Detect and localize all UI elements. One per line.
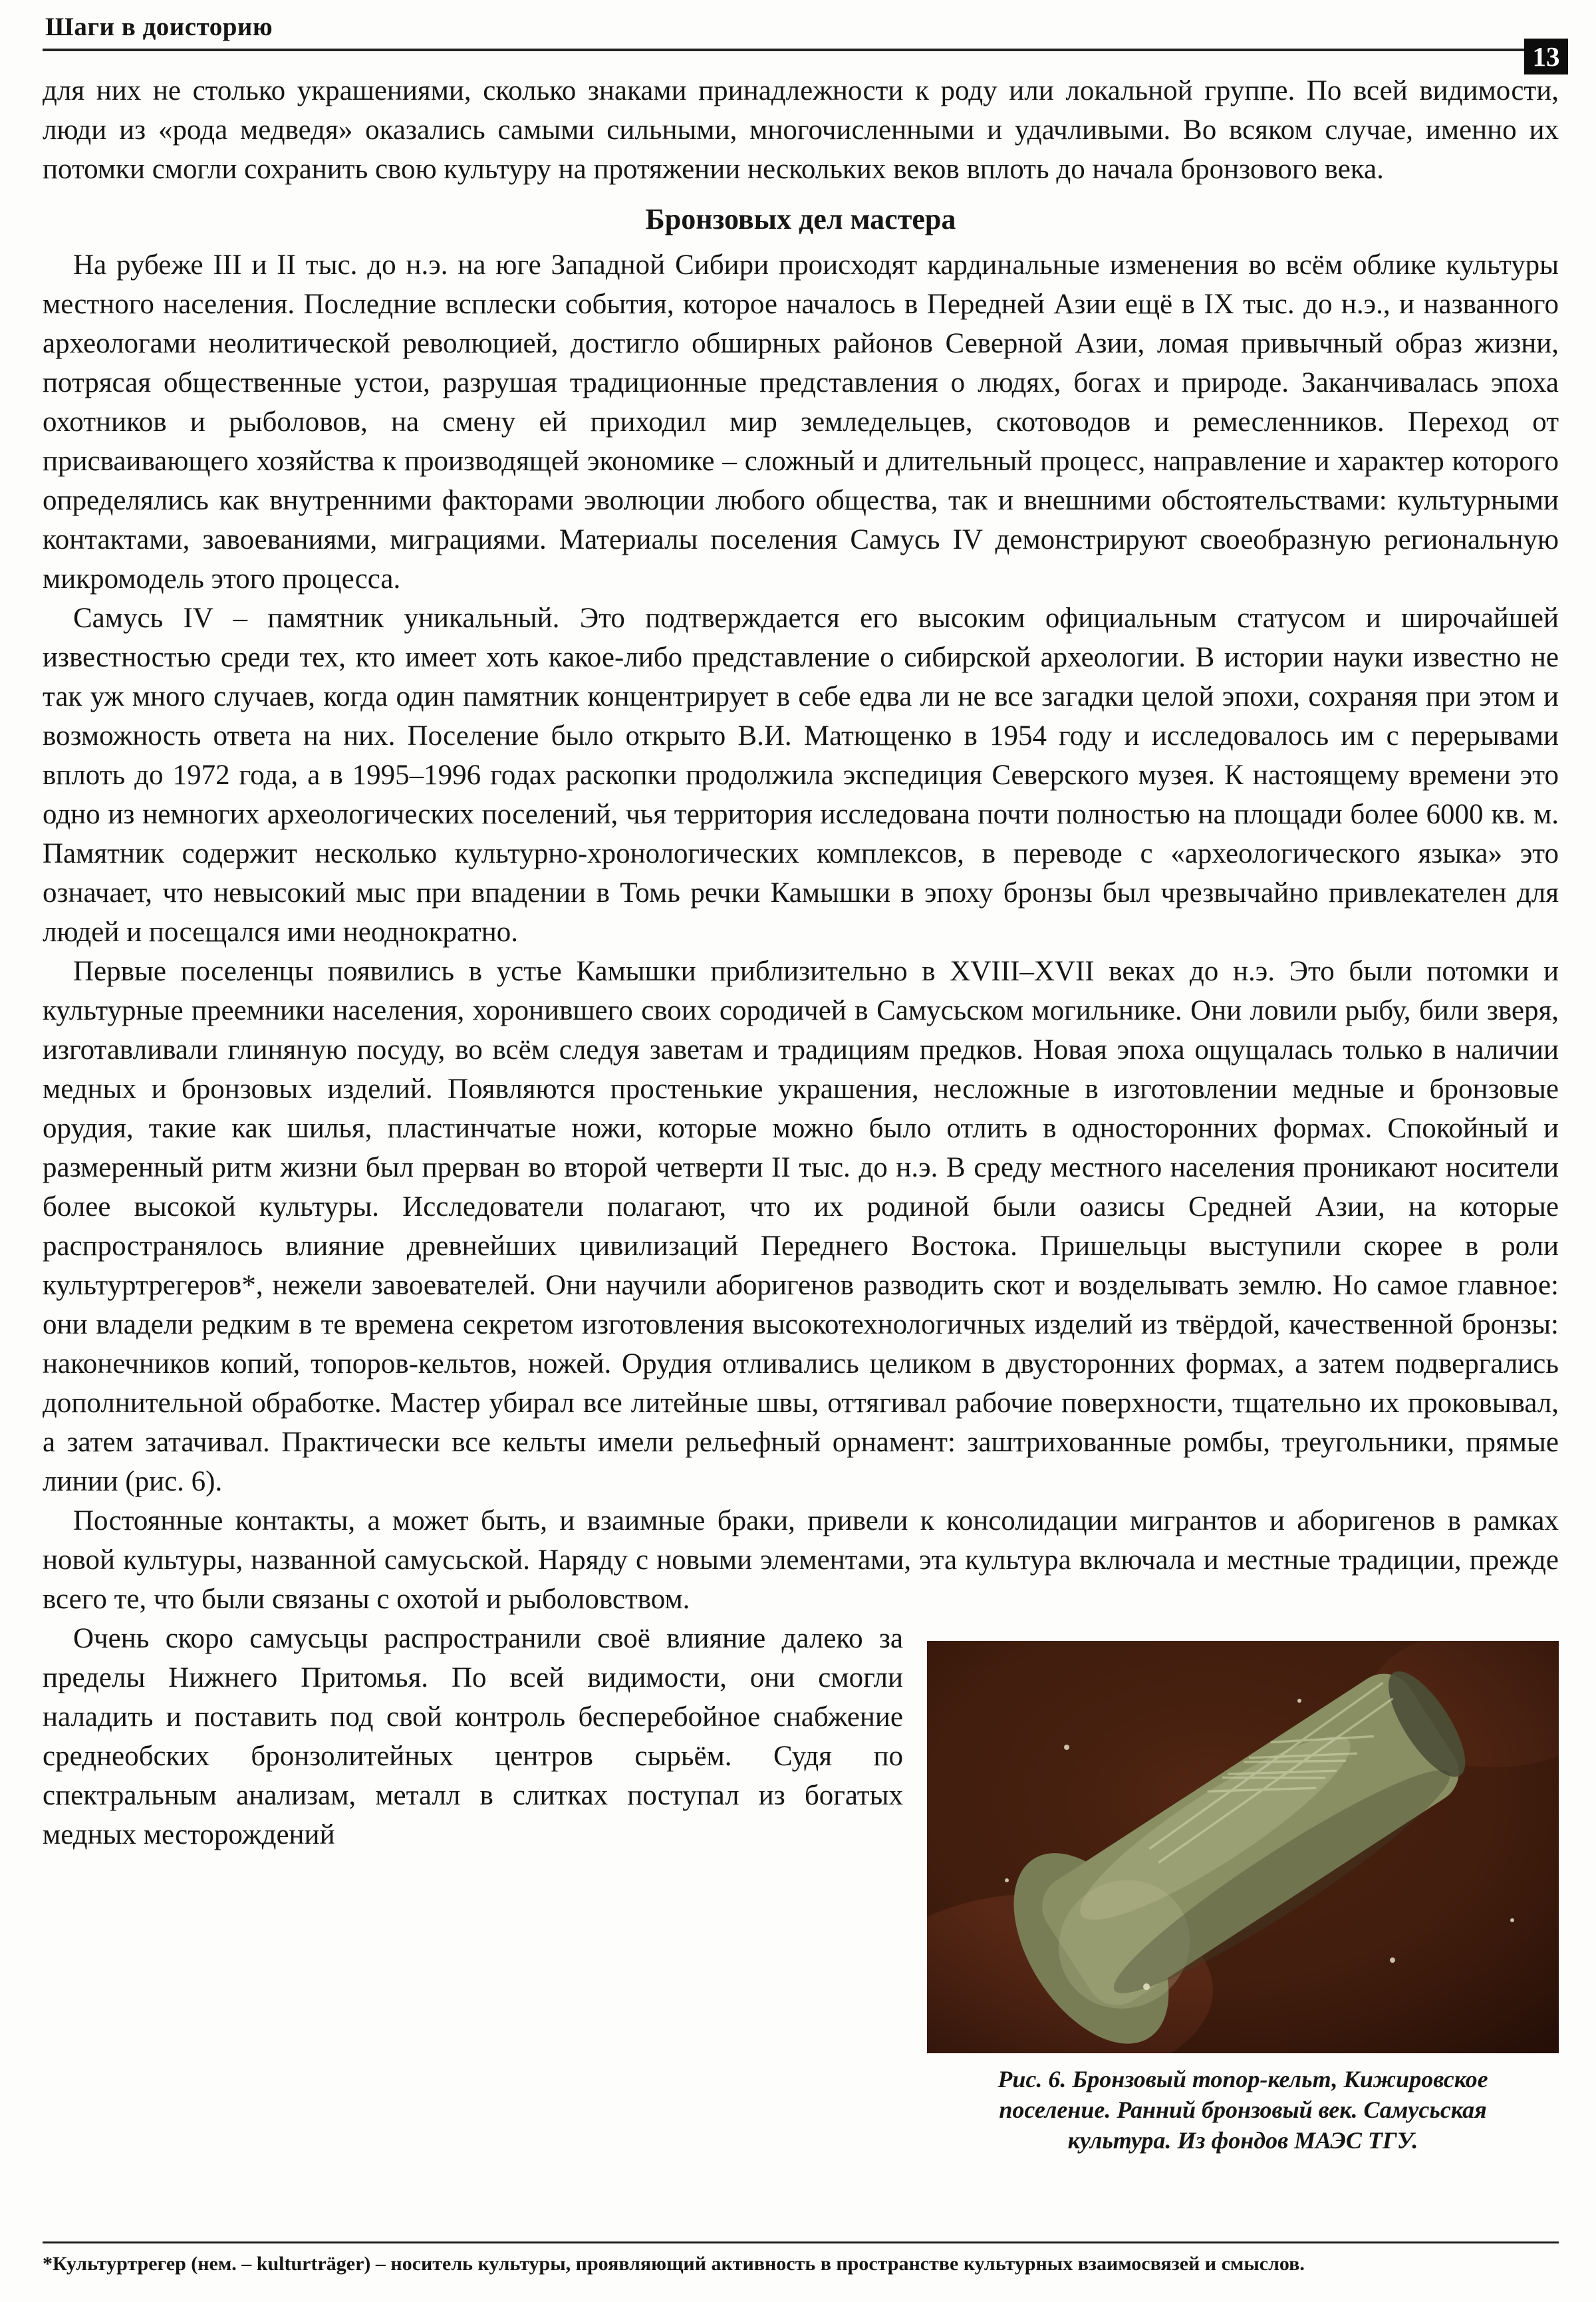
- bronze-celt-photo: [927, 1641, 1559, 2053]
- paragraph-intro: для них не столько украшениями, сколько знаками принадлежности к роду или локальной группе. По всей видимости, люди из «рода медведя» оказались самыми сильными, многочисленными и удачливыми. Во всяком случае, именно их потомки смогли сохранить свою культуру на протяжении нескольких веков вплоть до начала бронзового века.: [43, 75, 1559, 185]
- footnote-text: *Культуртрегер (нем. – kulturträger) – носитель культуры, проявляющий активность в пространстве культурных взаимосвязей и смыслов.: [43, 2253, 1305, 2275]
- figure-caption: Рис. 6. Бронзовый топор-кельт, Кижировское поселение. Ранний бронзовый век. Самусьская культура. Из фондов МАЭС ТГУ.: [998, 2066, 1488, 2154]
- paragraph-samus-iv: Самусь IV – памятник уникальный. Это подтверждается его высоким официальным статусом и широчайшей известностью среди тех, кто имеет хоть какое-либо представление о сибирской археологии. В истории науки известно не так уж много случаев, когда один памятник концентрирует в себе едва ли не все загадки целой эпохи, сохраняя при этом и возможность ответа на них. Поселение было открыто В.И. Матющенко в 1954 году и исследовалось им с перерывами вплоть до 1972 года, а в 1995–1996 годах раскопки продолжила экспедиция Северского музея. К настоящему времени это одно из немногих археологических поселений, чья территория исследована почти полностью на площади более 6000 кв. м. Памятник содержит несколько культурно-хронологических комплексов, в переводе с «археологического языка» это означает, что невысокий мыс при впадении в Томь речки Камышки в эпоху бронзы был чрезвычайно привлекателен для людей и посещался ими неоднократно.: [43, 603, 1559, 948]
- section-heading: Бронзовых дел мастера: [645, 203, 956, 235]
- running-head: Шаги в доисторию: [45, 13, 273, 41]
- paragraph-first-settlers: Первые поселенцы появились в устье Камышки приблизительно в XVIII–XVII веках до н.э. Это были потомки и культурные преемники населения, хоронившего своих сородичей в Самусьском могильнике. Они ловили рыбу, били зверя, изготавливали глиняную посуду, во всём следуя заветам и традициям предков. Новая эпоха ощущалась только в наличии медных и бронзовых изделий. Появляются простенькие украшения, несложные в изготовлении медные и бронзовые орудия, такие как шилья, пластинчатые ножи, которые можно было отлить в односторонних формах. Спокойный и размеренный ритм жизни был прерван во второй четверти II тыс. до н.э. В среду местного населения проникают носители более высокой культуры. Исследователи полагают, что их родиной были оазисы Средней Азии, на которые распространялось влияние древнейших цивилизаций Переднего Востока. Пришельцы выступили скорее в роли культуртрегеров*, нежели завоевателей. Они научили аборигенов разводить скот и возделывать землю. Но самое главное: они владели редким в те времена секретом изготовления высокотехнологичных изделий из твёрдой, качественной бронзы: наконечников копий, топоров-кельтов, ножей. Орудия отливались целиком в двусторонних формах, а затем подвергались дополнительной обработке. Мастер убирал все литейные швы, оттягивал рабочие поверхности, тщательно их проковывал, а затем затачивал. Практически все кельты имели рельефный орнамент: заштрихованные ромбы, треугольники, прямые линии (рис. 6).: [43, 956, 1559, 1497]
- paragraph-bronze-age-changes: На рубеже III и II тыс. до н.э. на юге Западной Сибири происходят кардинальные изменения во всём облике культуры местного населения. Последние всплески события, которое началось в Передней Азии ещё в IX тыс. до н.э., и названного археологами неолитической революцией, достигло обширных районов Северной Азии, ломая привычный образ жизни, потрясая общественные устои, разрушая традиционные представления о людях, богах и природе. Заканчивалась эпоха охотников и рыболовов, на смену ей приходил мир земледельцев, скотоводов и ремесленников. Переход от присваивающего хозяйства к производящей экономике – сложный и длительный процесс, направление и характер которого определялись как внутренними факторами эволюции любого общества, так и внешними обстоятельствами: культурными контактами, завоеваниями, миграциями. Материалы поселения Самусь IV демонстрируют своеобразную региональную микромодель этого процесса.: [43, 249, 1559, 595]
- paragraph-contacts: Постоянные контакты, а может быть, и взаимные браки, привели к консолидации мигрантов и аборигенов в рамках новой культуры, названной самусьской. Наряду с новыми элементами, эта культура включала и местные традиции, прежде всего те, что были связаны с охотой и рыболовством.: [43, 1505, 1559, 1615]
- figure-6: [927, 1641, 1559, 2156]
- header-rule: [43, 49, 1559, 51]
- paragraph-influence: Очень скоро самусьцы распространили своё влияние далеко за пределы Нижнего Притомья. По всей видимости, они смогли наладить и поставить под свой контроль бесперебойное снабжение среднеобских бронзолитейных центров сырьём. Судя по спектральным анализам, металл в слитках поступал из богатых медных месторождений: [43, 1623, 903, 1850]
- page-header: [43, 12, 1560, 72]
- page-number-badge: 13: [1524, 39, 1568, 74]
- article-body: [43, 71, 1559, 2154]
- footnote: [43, 2241, 1559, 2277]
